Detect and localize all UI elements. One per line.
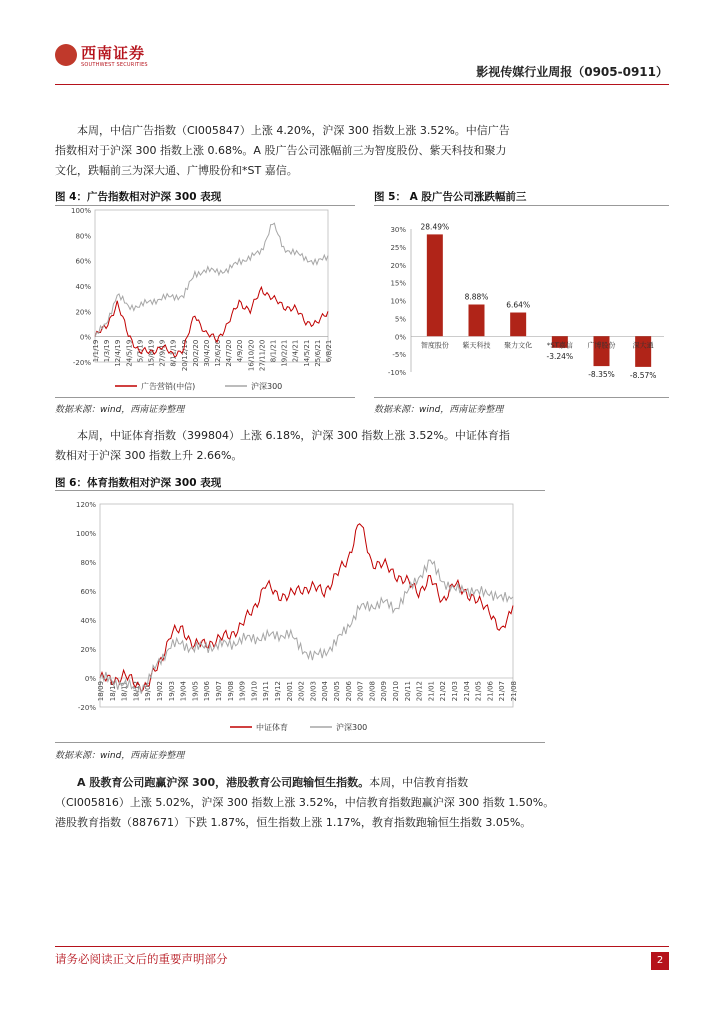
x-tick-label: 19/10 [250,681,259,702]
x-tick-label: 19/07 [215,681,223,702]
logo-mark-icon [55,44,77,66]
x-tick-label: 1/1/19 [92,339,100,363]
x-tick-label: 30/4/20 [202,339,211,367]
x-tick-label: 21/07 [498,681,507,702]
data-label: -3.24% [546,351,574,361]
plot-frame [100,504,513,707]
figure-6-chart [55,491,545,741]
y-tick-label: -20% [77,704,96,712]
x-tick-label: 21/08 [510,681,518,702]
figure-6-bottom-rule [55,742,545,743]
x-tick-label: 19/02 [156,681,164,702]
x-tick-label: 20/03 [309,681,318,702]
y-tick-label: 0% [84,675,96,683]
y-tick-label: 0% [394,333,406,342]
y-tick-label: 80% [80,559,96,567]
education-headline: A 股教育公司跑赢沪深 300，港股教育公司跑输恒生指数。 [77,776,370,789]
x-tick-label: 20/04 [321,681,330,702]
x-tick-label: 19/01 [144,681,153,702]
x-tick-label: 14/5/21 [302,339,311,367]
header-divider [55,84,669,85]
y-tick-label: 100% [75,530,96,538]
legend-label-1: 沪深300 [251,382,283,391]
x-tick-label: 21/03 [451,681,459,702]
footer-disclaimer[interactable]: 请务必阅读正文后的重要声明部分 [55,952,228,966]
y-tick-label: 60% [75,257,91,266]
y-tick-label: -5% [392,351,406,360]
x-tick-label: 19/2/21 [280,339,289,367]
y-tick-label: 0% [79,333,91,342]
data-label: 6.64% [506,300,531,310]
category-label: 聚力文化 [504,341,533,350]
x-tick-label: 20/10 [392,681,400,702]
text-line: 指数相对于沪深 300 指数上涨 0.68%。A 股广告公司涨幅前三为智度股份、紫天科技和聚力 [55,144,507,157]
figure-4-title: 图 4：广告指数相对沪深 300 表现 [55,191,222,203]
x-tick-label: 18/11 [120,681,129,702]
x-tick-label: 8/1/21 [269,339,278,363]
x-tick-label: 19/08 [226,681,235,702]
series-line-1 [95,223,328,337]
x-tick-label: 21/01 [427,681,436,702]
x-tick-label: 27/11/20 [258,339,267,372]
data-label: 28.49% [420,222,450,232]
x-tick-label: 20/07 [356,681,365,702]
x-tick-label: 2/4/21 [291,339,300,363]
category-label: 广博股份 [587,341,616,350]
x-tick-label: 20/08 [368,681,377,702]
bar-0 [427,234,443,336]
figure-5-bottom-rule [374,397,669,398]
paragraph-education [55,773,555,833]
x-tick-label: 20/12/19 [180,339,189,372]
x-tick-label: 19/12 [274,681,282,702]
y-tick-label: 30% [390,226,406,234]
y-tick-label: -10% [387,369,406,377]
figure-6-source: 数据来源：wind，西南证券整理 [55,751,185,761]
text-line: 港股教育指数（887671）下跌 1.87%，恒生指数上涨 1.17%，教育指数跑输恒生指数 3.05%。 [55,816,532,829]
x-tick-label: 12/4/19 [114,339,123,367]
category-label: *ST嘉信 [546,341,573,350]
x-tick-label: 1/3/19 [103,339,112,363]
text-line: 数相对于沪深 300 指数上升 2.66%。 [55,449,243,462]
x-tick-label: 18/12 [132,681,141,702]
x-tick-label: 24/5/19 [125,339,134,367]
bar-1 [469,305,485,337]
paragraph-sports [55,426,545,466]
figure-4-chart [55,206,355,396]
figure-4-source: 数据来源：wind，西南证券整理 [55,405,185,415]
y-tick-label: 40% [75,283,91,291]
y-tick-label: 5% [394,315,406,324]
legend-label-1: 沪深300 [336,723,368,732]
x-tick-label: 12/6/20 [214,339,223,367]
page-number: 2 [651,952,669,970]
y-tick-label: 40% [80,617,96,625]
x-tick-label: 19/09 [238,681,247,702]
data-label: -8.57% [629,370,657,380]
x-tick-label: 15/8/19 [147,339,156,367]
x-tick-label: 18/10 [108,681,117,702]
text-line: 本周，中信教育指数 [369,776,469,789]
x-tick-label: 19/04 [179,681,188,702]
y-tick-label: 10% [390,297,406,306]
y-tick-label: 20% [80,646,96,654]
y-tick-label: 15% [390,279,406,288]
x-tick-label: 20/05 [333,681,341,702]
figure-5-title: 图 5： A 股广告公司涨跌幅前三 [374,191,527,203]
x-tick-label: 19/05 [191,681,200,702]
plot-frame [95,210,328,362]
footer-divider [55,946,669,947]
x-tick-label: 16/10/20 [247,339,256,372]
x-tick-label: 20/2/20 [191,339,200,367]
paragraph-advertising [55,121,545,181]
category-label: 智度股份 [420,341,449,350]
x-tick-label: 25/6/21 [313,339,322,367]
data-label: 8.88% [464,292,489,302]
x-tick-label: 6/8/21 [325,339,333,363]
x-tick-label: 20/09 [380,681,389,702]
legend-label-0: 广告营销(中信) [141,382,196,391]
legend-label-0: 中证体育 [256,723,288,732]
report-title: 影视传媒行业周报（0905-0911） [476,65,668,79]
x-tick-label: 20/01 [285,681,294,702]
x-tick-label: 20/12 [415,681,424,702]
x-tick-label: 5/7/19 [136,339,145,363]
category-label: 紫天科技 [462,341,491,350]
text-line: 文化，跌幅前三为深大通、广博股份和*ST 嘉信。 [55,164,298,177]
y-tick-label: -20% [72,359,91,367]
text-line: （CI005816）上涨 5.02%，沪深 300 指数上涨 3.52%，中信教育指数跑赢沪深 300 指数 1.50%。 [55,796,555,809]
figure-5-source: 数据来源：wind，西南证券整理 [374,405,504,415]
x-tick-label: 21/06 [486,681,495,702]
x-tick-label: 19/03 [167,681,176,702]
category-label: 深大通 [632,341,654,350]
company-logo [55,40,165,76]
y-tick-label: 100% [70,207,91,215]
x-tick-label: 21/04 [462,681,471,702]
logo-english-name: SOUTHWEST SECURITIES [81,62,148,68]
y-tick-label: 25% [390,243,406,252]
x-tick-label: 20/06 [344,681,353,702]
x-tick-label: 19/11 [262,681,271,702]
text-line: 本周，中证体育指数（399804）上涨 6.18%，沪深 300 指数上涨 3.52%。中证体育指 [77,429,510,442]
x-tick-label: 18/09 [97,681,105,702]
text-line: 本周，中信广告指数（CI005847）上涨 4.20%，沪深 300 指数上涨 3.52%。中信广告 [77,124,510,137]
series-line-1 [100,560,513,694]
x-tick-label: 19/06 [203,681,212,702]
figure-4-bottom-rule [55,397,355,398]
x-tick-label: 8/11/19 [169,339,178,367]
figure-6-title: 图 6：体育指数相对沪深 300 表现 [55,477,222,489]
y-tick-label: 80% [75,232,91,241]
bar-2 [510,313,526,337]
logo-chinese-name: 西南证券 [81,44,146,62]
series-line-0 [100,524,513,692]
data-label: -8.35% [588,370,615,380]
x-tick-label: 20/11 [403,681,412,702]
x-tick-label: 20/02 [297,681,306,702]
x-tick-label: 4/9/20 [236,339,245,363]
y-tick-label: 60% [80,588,96,596]
x-tick-label: 21/05 [474,681,483,702]
x-tick-label: 21/02 [439,681,448,702]
y-tick-label: 20% [75,308,91,317]
y-tick-label: 120% [75,501,96,509]
y-tick-label: 20% [390,261,406,270]
figure-5-chart [374,206,669,396]
x-tick-label: 24/7/20 [225,339,234,367]
x-tick-label: 27/9/19 [158,339,167,367]
